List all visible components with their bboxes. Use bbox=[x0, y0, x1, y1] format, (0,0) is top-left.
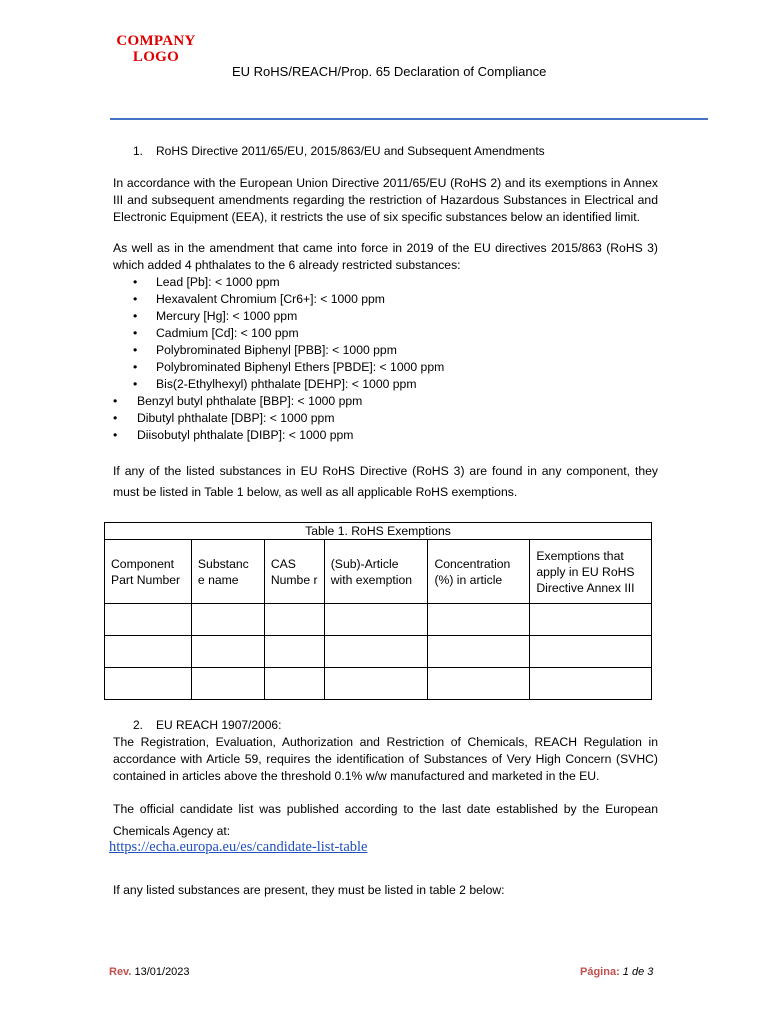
substance-text: Bis(2-Ethylhexyl) phthalate [DEHP]: < 1000 ppm bbox=[156, 377, 417, 391]
substance-text: Hexavalent Chromium [Cr6+]: < 1000 ppm bbox=[156, 292, 385, 306]
list-item bbox=[113, 274, 658, 291]
section-1-heading: RoHS Directive 2011/65/EU, 2015/863/EU and Subsequent Amendments bbox=[156, 144, 545, 158]
column-header-cas-number: CAS Numbe r bbox=[264, 540, 324, 604]
section-2-paragraph-1: The Registration, Evaluation, Authorization and Restriction of Chemicals, REACH Regulation in accordance with Article 59, requires the identification of Substances of Very High Concern (SVHC) contained in articles above the threshold 0.1% w/w manufactured and marketed in the EU. bbox=[113, 735, 658, 783]
document-title: EU RoHS/REACH/Prop. 65 Declaration of Compliance bbox=[232, 64, 547, 79]
list-item bbox=[113, 359, 658, 376]
logo-line-1: COMPANY bbox=[116, 33, 196, 49]
table-cell[interactable] bbox=[105, 668, 192, 700]
table-cell[interactable] bbox=[264, 604, 324, 636]
page-label: Página: bbox=[580, 966, 620, 978]
section-2-paragraph-3: If any listed substances are present, they must be listed in table 2 below: bbox=[113, 883, 505, 897]
table-cell[interactable] bbox=[428, 668, 530, 700]
echa-candidate-list-link[interactable]: https://echa.europa.eu/es/candidate-list-table bbox=[109, 839, 368, 855]
table-cell[interactable] bbox=[324, 668, 428, 700]
section-2-paragraph-2: The official candidate list was published according to the last date established by the European Chemicals Agency at: bbox=[113, 802, 658, 838]
footer-revision bbox=[109, 966, 190, 978]
table-cell[interactable] bbox=[105, 636, 192, 668]
company-logo bbox=[96, 33, 216, 65]
section-1-paragraph-3: If any of the listed substances in EU RoHS Directive (RoHS 3) are found in any component, they must be listed in Table 1 below, as well as all applicable RoHS exemptions. bbox=[113, 464, 658, 499]
column-header-substance-name: Substanc e name bbox=[191, 540, 264, 604]
substance-text: Benzyl butyl phthalate [BBP]: < 1000 ppm bbox=[137, 394, 363, 408]
column-header-component-part-number: Component Part Number bbox=[105, 540, 192, 604]
table-header-row bbox=[105, 540, 652, 604]
list-item bbox=[113, 325, 658, 342]
page-value: 1 de 3 bbox=[622, 966, 654, 978]
table-cell[interactable] bbox=[428, 636, 530, 668]
list-item bbox=[113, 291, 658, 308]
table-cell[interactable] bbox=[428, 604, 530, 636]
bullet-icon: • bbox=[133, 343, 138, 357]
table-row bbox=[105, 668, 652, 700]
table-row bbox=[105, 636, 652, 668]
list-item bbox=[113, 427, 658, 444]
restricted-substances-list bbox=[113, 274, 658, 444]
revision-label: Rev. bbox=[109, 966, 132, 978]
table-row bbox=[105, 604, 652, 636]
list-item bbox=[113, 308, 658, 325]
table-cell[interactable] bbox=[191, 636, 264, 668]
logo-line-2: LOGO bbox=[132, 49, 180, 65]
column-header-exemptions: Exemptions that apply in EU RoHS Directive Annex III bbox=[530, 540, 652, 604]
revision-date: 13/01/2023 bbox=[134, 966, 190, 978]
bullet-icon: • bbox=[133, 292, 138, 306]
table-cell[interactable] bbox=[530, 604, 652, 636]
column-header-sub-article: (Sub)-Article with exemption bbox=[324, 540, 428, 604]
table-cell[interactable] bbox=[324, 604, 428, 636]
table-cell[interactable] bbox=[530, 636, 652, 668]
substance-text: Dibutyl phthalate [DBP]: < 1000 ppm bbox=[137, 411, 335, 425]
table-cell[interactable] bbox=[264, 636, 324, 668]
section-2-heading: EU REACH 1907/2006: bbox=[156, 718, 282, 732]
bullet-icon: • bbox=[113, 411, 118, 425]
section-2-number: 2. bbox=[133, 718, 144, 732]
header-divider bbox=[110, 118, 708, 120]
section-1-paragraph-1: In accordance with the European Union Directive 2011/65/EU (RoHS 2) and its exemptions in Annex III and subsequent amendments regarding the restriction of Hazardous Substances in Electrical and Electronic Equipment (EEA), it restricts the use of six specific substances below an identified limit. bbox=[113, 176, 658, 224]
substance-text: Polybrominated Biphenyl Ethers [PBDE]: < 1000 ppm bbox=[156, 360, 445, 374]
list-item bbox=[113, 410, 658, 427]
footer-page-number bbox=[580, 966, 653, 978]
bullet-icon: • bbox=[133, 326, 138, 340]
list-item bbox=[113, 393, 658, 410]
table-cell[interactable] bbox=[191, 668, 264, 700]
substance-text: Polybrominated Biphenyl [PBB]: < 1000 ppm bbox=[156, 343, 397, 357]
table-caption: Table 1. RoHS Exemptions bbox=[105, 523, 652, 540]
bullet-icon: • bbox=[133, 275, 138, 289]
table-cell[interactable] bbox=[324, 636, 428, 668]
substance-text: Cadmium [Cd]: < 100 ppm bbox=[156, 326, 299, 340]
table-cell[interactable] bbox=[530, 668, 652, 700]
bullet-icon: • bbox=[133, 309, 138, 323]
bullet-icon: • bbox=[133, 360, 138, 374]
substance-text: Mercury [Hg]: < 1000 ppm bbox=[156, 309, 298, 323]
rohs-exemptions-table bbox=[104, 522, 652, 700]
column-header-concentration: Concentration (%) in article bbox=[428, 540, 530, 604]
table-cell[interactable] bbox=[191, 604, 264, 636]
bullet-icon: • bbox=[113, 394, 118, 408]
table-cell[interactable] bbox=[105, 604, 192, 636]
substance-text: Diisobutyl phthalate [DIBP]: < 1000 ppm bbox=[137, 428, 354, 442]
bullet-icon: • bbox=[113, 428, 118, 442]
section-1-paragraph-2: As well as in the amendment that came into force in 2019 of the EU directives 2015/863 (RoHS 3) which added 4 phthalates to the 6 already restricted substances: bbox=[113, 241, 658, 272]
substance-text: Lead [Pb]: < 1000 ppm bbox=[156, 275, 280, 289]
list-item bbox=[113, 376, 658, 393]
section-1-number: 1. bbox=[133, 144, 144, 158]
table-cell[interactable] bbox=[264, 668, 324, 700]
list-item bbox=[113, 342, 658, 359]
bullet-icon: • bbox=[133, 377, 138, 391]
